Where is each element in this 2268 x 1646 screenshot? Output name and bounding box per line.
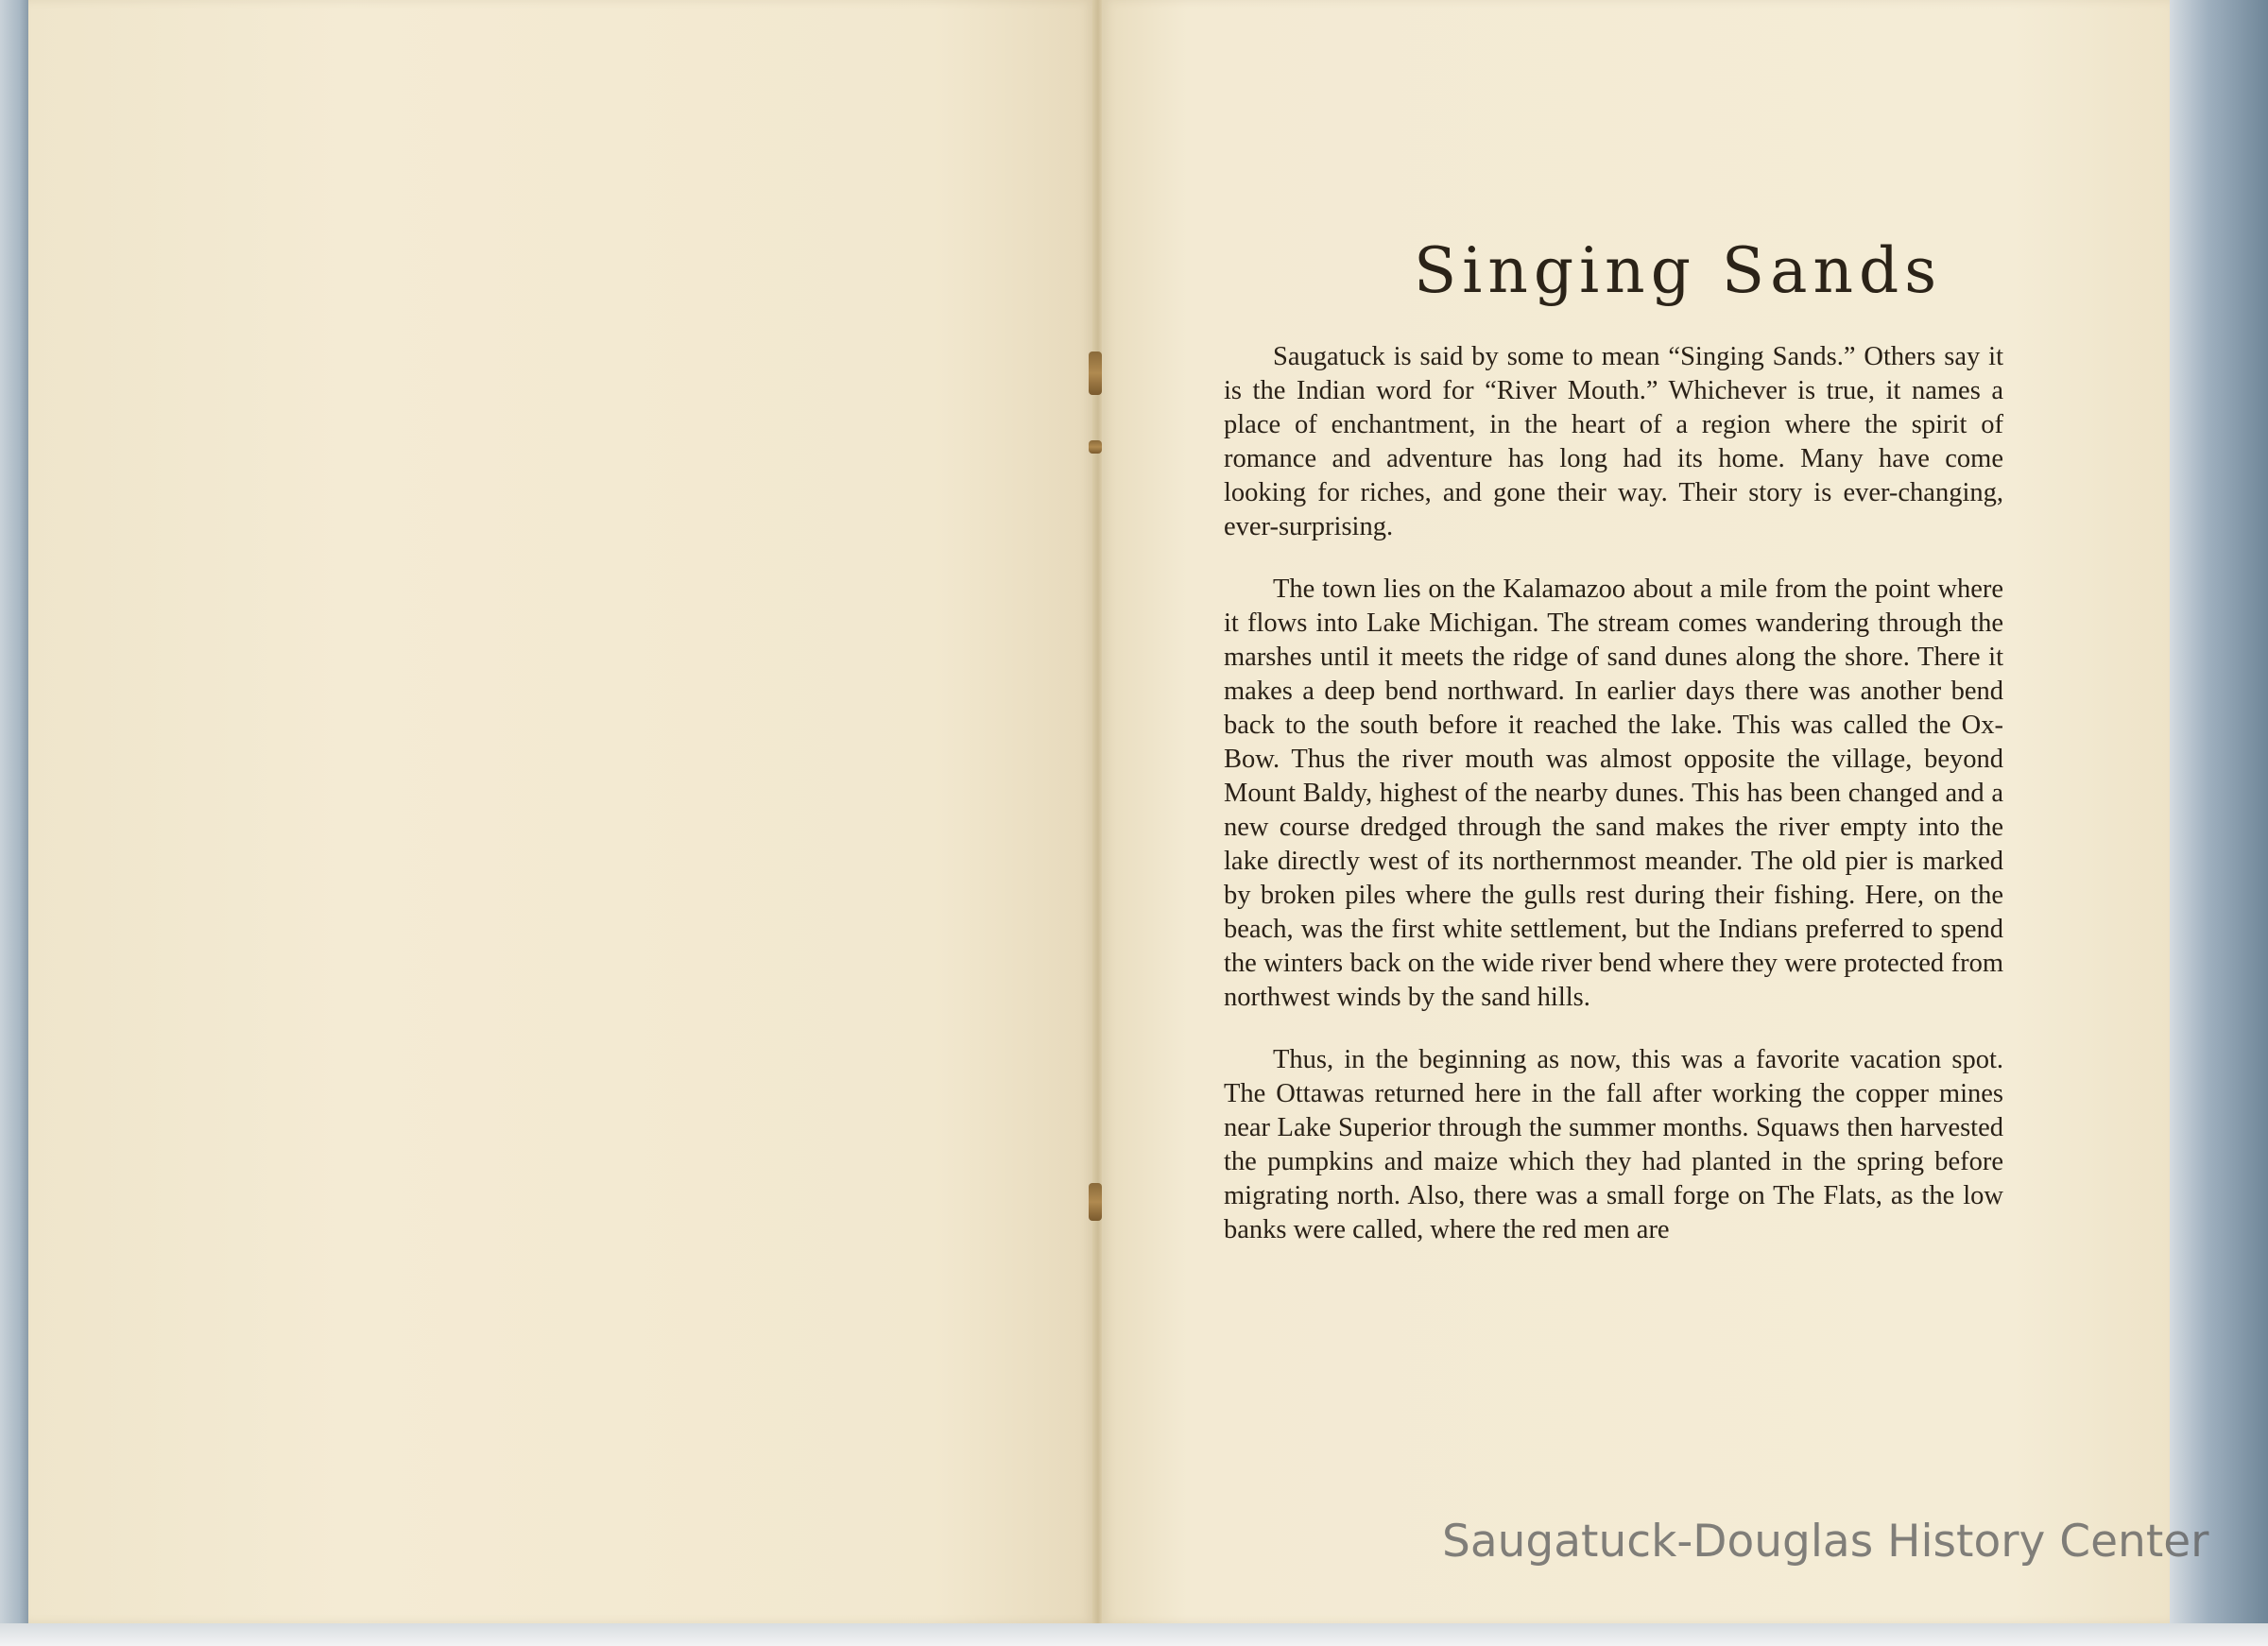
bottom-edge: [0, 1623, 2268, 1646]
body-text: [1224, 340, 2003, 1276]
paragraph-3: Thus, in the beginning as now, this was a favorite vacation spot. The Ottawas returned here in the fall after working the copper mines near Lake Superior through the summer months. Squaws then harvested the pumpkins and maize which they had planted in the spring before migrating north. Also, there was a small forge on The Flats, as the low banks were called, where the red men are: [1224, 1045, 2003, 1244]
cover-edge-right: [2168, 0, 2268, 1646]
paragraph-1: Saugatuck is said by some to mean “Singing Sands.” Others say it is the Indian word for “River Mouth.” Whichever is true, it names a place of enchantment, in the heart of a region where the spirit of romance and adventure has long had its home. Many have come looking for riches, and gone their way. Their story is ever-changing, ever-surprising.: [1224, 342, 2003, 541]
staple-top: [1089, 351, 1102, 395]
staple-bottom: [1089, 1183, 1102, 1221]
page-title: Singing Sands: [1414, 234, 1943, 307]
watermark: Saugatuck-Douglas History Center: [1442, 1516, 2209, 1568]
paragraph-2: The town lies on the Kalamazoo about a mile from the point where it flows into Lake Michigan. The stream comes wandering through the marshes until it meets the ridge of sand dunes along the shore. There it makes a deep bend northward. In earlier days there was another bend back to the south before it reached the lake. This was called the Ox-Bow. Thus the river mouth was almost opposite the village, beyond Mount Baldy, highest of the nearby dunes. This has been changed and a new course dredged through the sand makes the river empty into the lake directly west of its northernmost meander. The old pier is marked by broken piles where the gulls rest during their fishing. Here, on the beach, was the first white settlement, but the Indians preferred to spend the winters back on the wide river bend where they were protected from northwest winds by the sand hills.: [1224, 574, 2003, 1012]
staple-mark: [1089, 440, 1102, 454]
show-through-text: [406, 217, 458, 321]
left-page: [28, 0, 1094, 1623]
cover-edge-left: [0, 0, 32, 1646]
